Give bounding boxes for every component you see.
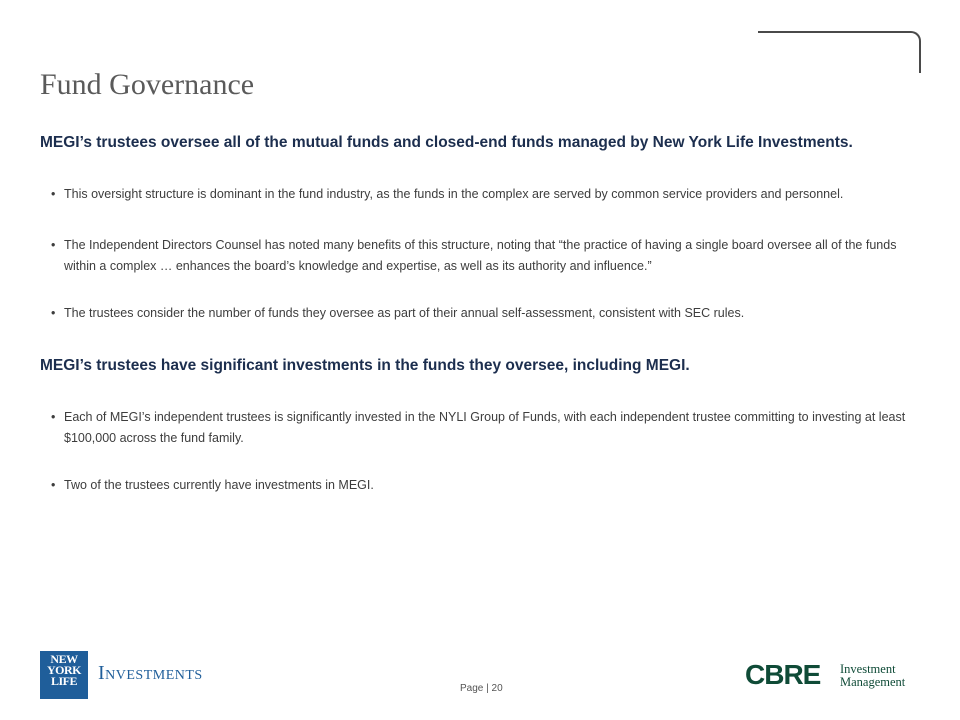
wordmark-line: Investment [840, 662, 896, 676]
section-heading-oversight: MEGI’s trustees oversee all of the mutual funds and closed-end funds managed by New York Life Investments. [40, 134, 853, 151]
corner-bracket-decoration [758, 31, 921, 73]
bullet-item: • Two of the trustees currently have investments in MEGI. [64, 475, 914, 496]
bullet-item: • The Independent Directors Counsel has noted many benefits of this structure, noting that “the practice of having a single board oversee all of the funds within a complex … enhances the board’s knowledge and expertise, as well as its authority and influence.” [64, 235, 914, 277]
logo-line: LIFE [50, 674, 77, 688]
bullet-item: • This oversight structure is dominant in the fund industry, as the funds in the complex are served by common service providers and personnel. [64, 184, 914, 205]
logo-line: YORK [47, 663, 81, 677]
cbre-investment-management-wordmark [840, 663, 920, 689]
new-york-life-logo [40, 651, 88, 699]
logo-line: NEW [50, 652, 78, 666]
cbre-logo: CBRE [745, 659, 821, 690]
page-title: Fund Governance [40, 68, 255, 101]
bullet-item: • Each of MEGI’s independent trustees is significantly invested in the NYLI Group of Funds, with each independent trustee committing to investing at least $100,000 across the fund family. [64, 407, 914, 449]
wordmark-line: Management [840, 675, 906, 689]
section-heading-investments: MEGI’s trustees have significant investments in the funds they oversee, including MEGI. [40, 357, 690, 374]
nyl-investments-wordmark: Investments [98, 662, 203, 684]
page-number: Page | 20 [460, 683, 503, 694]
bullet-item: • The trustees consider the number of funds they oversee as part of their annual self-assessment, consistent with SEC rules. [64, 303, 914, 324]
